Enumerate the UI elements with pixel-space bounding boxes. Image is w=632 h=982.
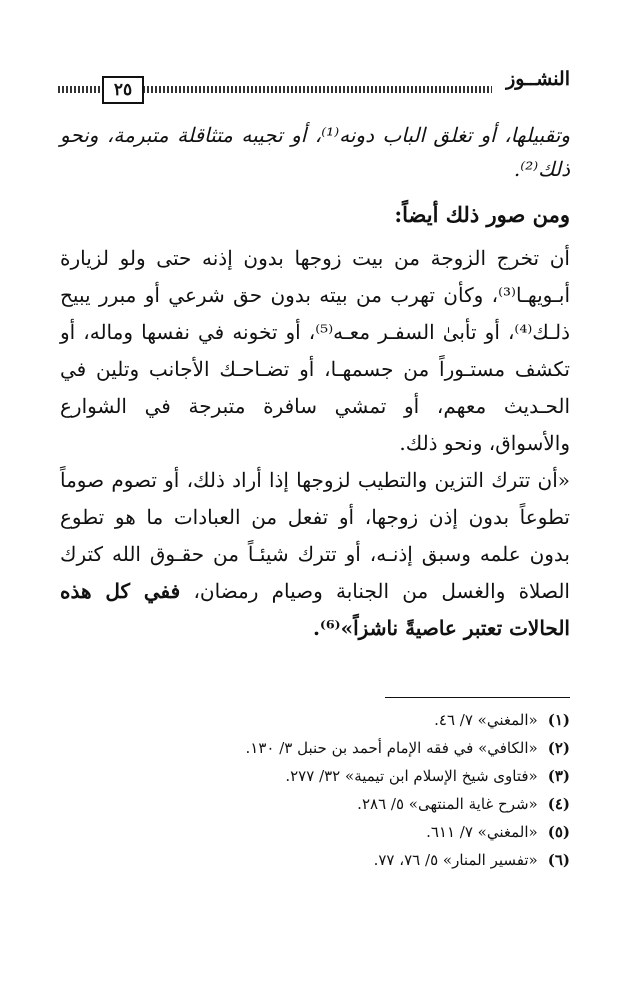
footnote-number: (٥) bbox=[547, 823, 570, 841]
paragraph-2 bbox=[60, 462, 570, 647]
footnote-divider bbox=[385, 697, 570, 698]
footnote-text: «تفسير المنار» ٥/ ٧٦، ٧٧. bbox=[373, 851, 538, 869]
page-header bbox=[58, 68, 570, 104]
footnote-text: «المغني» ٧/ ٤٦. bbox=[434, 711, 538, 729]
footnote bbox=[60, 762, 570, 790]
footnote-text: «الكافي» في فقه الإمام أحمد بن حنبل ٣/ ١٣٠. bbox=[245, 739, 538, 757]
header-rule-left bbox=[58, 86, 100, 93]
main-text bbox=[60, 118, 570, 647]
footnote-text: «فتاوى شيخ الإسلام ابن تيمية» ٣٢/ ٢٧٧. bbox=[285, 767, 538, 785]
footnote bbox=[60, 818, 570, 846]
header-rule bbox=[143, 86, 492, 93]
paragraph-2-text: «أن تترك التزين والتطيب لزوجها إذا أراد ذلك، أو تصوم صوماً تطوعاً بدون إذن زوجها، أو تفعل من العبادات ما هو تطوع بدون علمه وسبق إذنـه، أو تترك شيئـاً من حقـوق الله كترك الصلاة والغسل من الجنابة وصيام رمضان، bbox=[60, 468, 570, 603]
footnote-number: (٤) bbox=[547, 795, 570, 813]
footnote bbox=[60, 706, 570, 734]
footnote-number: (٢) bbox=[547, 739, 570, 757]
page-number: ٢٥ bbox=[102, 76, 144, 104]
running-title: النشــوز bbox=[506, 68, 570, 90]
intro-paragraph: وتقبيلها، أو تغلق الباب دونه⁽¹⁾، أو تجيبه متثاقلة متبرمة، ونحو ذلك⁽²⁾. bbox=[60, 123, 570, 181]
footnote-number: (٣) bbox=[547, 767, 570, 785]
paragraph-2-bold: ففي كل هذه الحالات تعتبر عاصيةً ناشزاً»⁽⁶⁾. bbox=[60, 579, 570, 640]
footnote bbox=[60, 790, 570, 818]
footnotes bbox=[60, 706, 570, 874]
section-heading: ومن صور ذلك أيضاً: bbox=[394, 202, 570, 227]
footnote-text: «شرح غاية المنتهى» ٥/ ٢٨٦. bbox=[357, 795, 538, 813]
footnote-text: «المغني» ٧/ ٦١١. bbox=[426, 823, 538, 841]
footnote bbox=[60, 734, 570, 762]
paragraph-1: أن تخرج الزوجة من بيت زوجها بدون إذنه حتى ولو لزيارة أبـويهـا⁽³⁾، وكأن تهرب من بيته بدون حق شرعي أو مبرر يبيح ذلـك⁽⁴⁾، أو تأبىٰ السفـر معـه⁽⁵⁾، أو تخونه في نفسها وماله، أو تكشف مستـوراً من جسمهـا، أو تضـاحـك الأجانب وتلين في الحـديث معهم، أو تمشي سافرة متبرجة في الشوارع والأسواق، ونحو ذلك. bbox=[60, 246, 570, 455]
footnote-number: (٦) bbox=[547, 851, 570, 869]
footnote-number: (١) bbox=[547, 711, 570, 729]
footnote bbox=[60, 846, 570, 874]
